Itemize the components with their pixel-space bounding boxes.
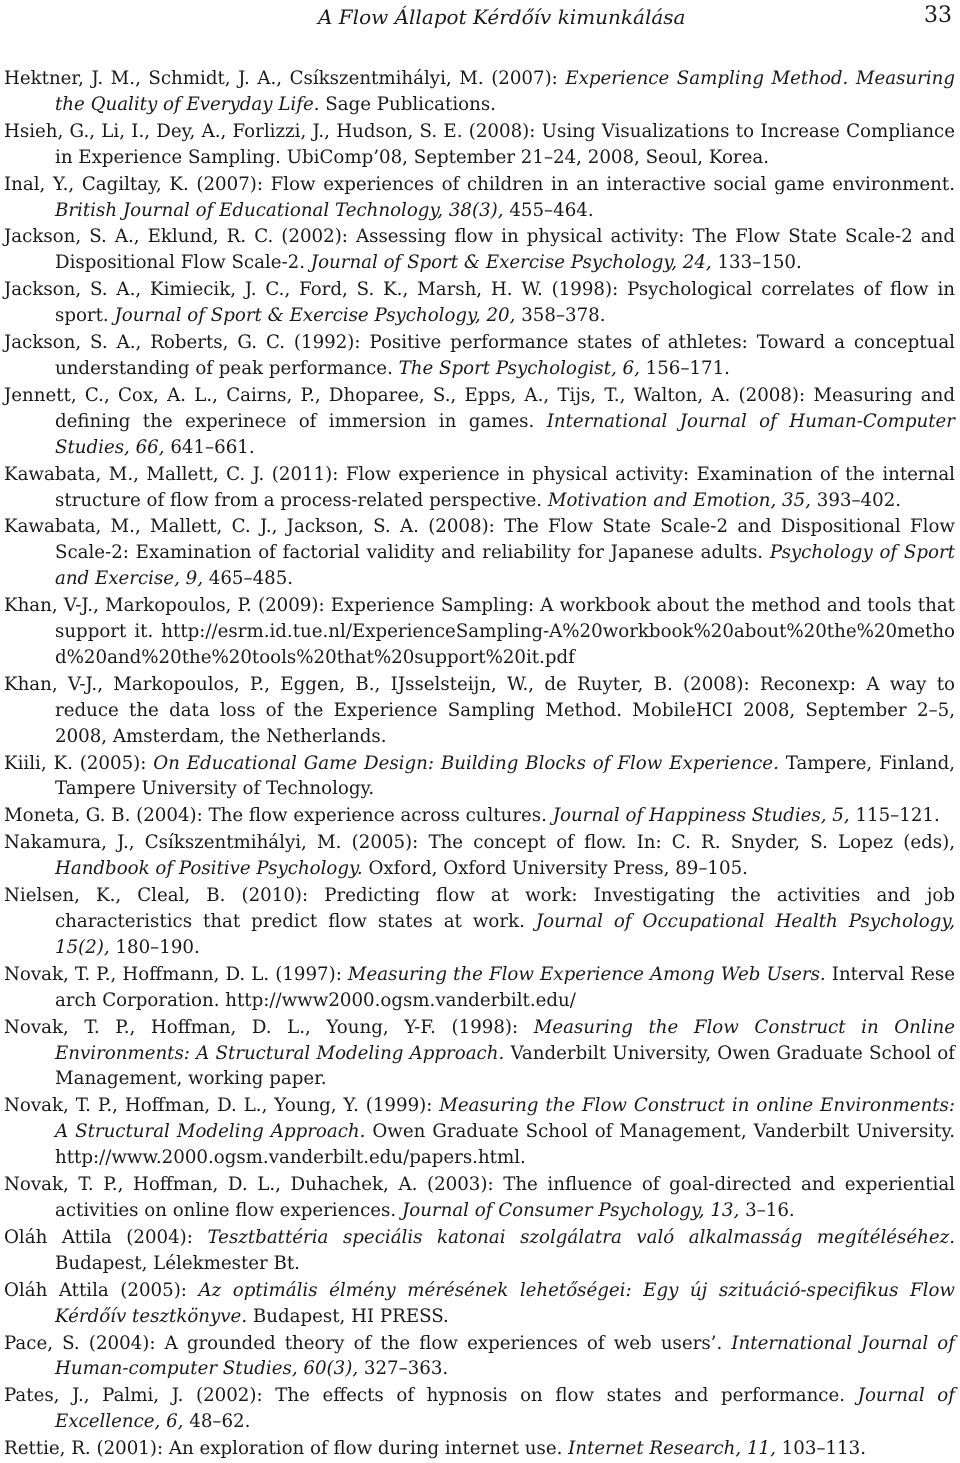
- reference-entry: [4, 1172, 955, 1224]
- reference-text: Tampere, Finland, Tampere University of Technology.: [55, 752, 956, 800]
- reference-title-italic: International Journal of Human-computer Studies, 60(3),: [55, 1332, 955, 1380]
- reference-title-italic: Journal of Sport & Exercise Psychology, 24,: [310, 252, 712, 274]
- reference-text: Kawabata, M., Mallett, C. J., Jackson, S. A. (2008): The Flow State Scale-2 and Dispositional Flow Scale-2: Examination of factorial validity and reliability for Japanese adults.: [4, 516, 955, 564]
- reference-text: Novak, T. P., Hoffman, D. L., Young, Y. (1999):: [4, 1095, 440, 1117]
- reference-entry: [4, 1225, 955, 1277]
- reference-text: Novak, T. P., Hoffman, D. L., Young, Y-F. (1998):: [4, 1016, 534, 1038]
- reference-title-italic: Internet Research, 11,: [568, 1438, 776, 1460]
- reference-text: Budapest, HI PRESS.: [247, 1305, 449, 1327]
- reference-title-italic: Experience Sampling Method. Measuring the Quality of Everyday Life.: [55, 68, 956, 115]
- reference-entry: [4, 1383, 955, 1435]
- reference-entry: [4, 803, 955, 829]
- reference-text: Hektner, J. M., Schmidt, J. A., Csíkszentmihályi, M. (2007):: [4, 68, 566, 89]
- reference-title-italic: Journal of Occupational Health Psychology, 15(2),: [55, 911, 955, 958]
- reference-entry: [4, 383, 955, 461]
- reference-title-italic: Journal of Happiness Studies, 5,: [552, 805, 850, 827]
- reference-text: 327–363.: [358, 1358, 449, 1380]
- reference-entry: [4, 66, 955, 118]
- reference-entry: [4, 1093, 955, 1171]
- reference-text: 3–16.: [739, 1199, 795, 1221]
- reference-text: 641–661.: [164, 436, 255, 458]
- reference-entry: [4, 224, 955, 276]
- reference-title-italic: Motivation and Emotion, 35,: [547, 489, 811, 511]
- reference-entry: [4, 962, 955, 1014]
- reference-entry: [4, 119, 955, 171]
- reference-entry: [4, 830, 955, 882]
- reference-entry: [4, 1278, 955, 1330]
- reference-list: [4, 66, 955, 1463]
- running-title: A Flow Állapot Kérdőív kimunkálása: [318, 5, 686, 29]
- reference-text: Oláh Attila (2005):: [4, 1279, 199, 1301]
- reference-text: Jackson, S. A., Roberts, G. C. (1992): Positive performance states of athletes: Toward a conceptual understanding of peak performance.: [4, 332, 955, 379]
- reference-text: 133–150.: [711, 252, 802, 274]
- page-number: 33: [924, 3, 952, 28]
- reference-title-italic: Measuring the Flow Construct in online Environments: A Structural Modeling Approach.: [55, 1095, 955, 1143]
- reference-text: Sage Publications.: [319, 93, 496, 115]
- reference-text: Khan, V-J., Markopoulos, P. (2009): Experience Sampling: A workbook about the method and tools that support it. http://esrm.id.tue.nl/ExperienceSampling-A%20workbook%20about%20the%20method%20and%20the%20tools%20that%20support%20it.pdf: [4, 595, 955, 668]
- reference-text: Kiili, K. (2005):: [4, 752, 154, 774]
- reference-entry: [4, 514, 955, 592]
- reference-title-italic: Journal of Sport & Exercise Psychology, 20,: [114, 305, 516, 327]
- page-header: [0, 0, 960, 40]
- reference-text: 465–485.: [203, 568, 294, 590]
- reference-text: 180–190.: [109, 936, 200, 958]
- reference-text: Jennett, C., Cox, A. L., Cairns, P., Dhoparee, S., Epps, A., Tijs, T., Walton, A. (2008): Measuring and defining the experinece of immersion in games.: [4, 384, 955, 432]
- reference-entry: [4, 277, 955, 329]
- reference-text: 455–464.: [503, 199, 594, 221]
- reference-text: Nakamura, J., Csíkszentmihályi, M. (2005): The concept of flow. In: C. R. Snyder, S. Lopez (eds),: [4, 832, 955, 854]
- reference-text: Vanderbilt University, Owen Graduate School of Management, working paper.: [55, 1042, 955, 1090]
- reference-text: 103–113.: [775, 1438, 866, 1460]
- reference-entry: [4, 462, 955, 514]
- reference-text: 393–402.: [810, 489, 902, 511]
- reference-title-italic: Measuring the Flow Experience Among Web Users.: [347, 963, 826, 985]
- reference-entry: [4, 593, 955, 671]
- reference-text: Khan, V-J., Markopoulos, P., Eggen, B., IJsselsteijn, W., de Ruyter, B. (2008): Reconexp: A way to reduce the data loss of the Experience Sampling Method. MobileHCI 2008, September 2–5, 2008, Amsterdam, the Netherlands.: [4, 673, 955, 747]
- reference-title-italic: Journal of Consumer Psychology, 13,: [401, 1199, 740, 1221]
- reference-text: Oxford, Oxford University Press, 89–105.: [362, 858, 748, 880]
- reference-entry: [4, 330, 955, 382]
- reference-text: Pace, S. (2004): A grounded theory of the flow experiences of web users’.: [4, 1332, 732, 1354]
- reference-title-italic: Journal of Excellence, 6,: [55, 1385, 955, 1433]
- reference-text: Jackson, S. A., Kimiecik, J. C., Ford, S. K., Marsh, H. W. (1998): Psychological correlates of flow in sport.: [4, 279, 955, 327]
- reference-title-italic: Az optimális élmény mérésének lehetőségei: Egy új szituáció-specifikus Flow Kérdőív tesztkönyve.: [55, 1279, 955, 1327]
- reference-entry: [4, 1331, 955, 1383]
- reference-text: 115–121.: [849, 805, 940, 827]
- reference-text: 156–171.: [639, 357, 730, 379]
- reference-title-italic: International Journal of Human-Computer Studies, 66,: [55, 410, 955, 458]
- reference-text: Novak, T. P., Hoffmann, D. L. (1997):: [4, 963, 348, 985]
- reference-title-italic: Psychology of Sport and Exercise, 9,: [55, 542, 955, 590]
- reference-text: Novak, T. P., Hoffman, D. L., Duhachek, A. (2003): The influence of goal-directed and experiential activities on online flow experiences.: [4, 1174, 955, 1221]
- reference-title-italic: British Journal of Educational Technology, 38(3),: [55, 199, 504, 221]
- reference-entry: [4, 883, 955, 961]
- reference-text: Kawabata, M., Mallett, C. J. (2011): Flow experience in physical activity: Examination of the internal structure of flow from a process-related perspective.: [4, 463, 955, 511]
- reference-title-italic: On Educational Game Design: Building Blocks of Flow Experience.: [153, 752, 779, 774]
- reference-title-italic: Measuring the Flow Construct in Online Environments: A Structural Modeling Approach.: [55, 1016, 955, 1064]
- reference-text: 358–378.: [515, 305, 606, 327]
- reference-text: Oláh Attila (2004):: [4, 1226, 208, 1248]
- reference-text: 48–62.: [183, 1411, 251, 1433]
- reference-text: Inal, Y., Cagiltay, K. (2007): Flow experiences of children in an interactive social game environment.: [4, 173, 955, 195]
- reference-title-italic: Tesztbattéria speciális katonai szolgálatra való alkalmasság megítéléséhez.: [207, 1226, 955, 1248]
- reference-entry: [4, 172, 955, 224]
- reference-text: Nielsen, K., Cleal, B. (2010): Predicting flow at work: Investigating the activities and job characteristics that predict flow states at work.: [4, 885, 955, 932]
- reference-entry: [4, 751, 955, 803]
- reference-text: Jackson, S. A., Eklund, R. C. (2002): Assessing flow in physical activity: The Flow State Scale-2 and Dispositional Flow Scale-2.: [4, 226, 955, 274]
- reference-entry: [4, 1015, 955, 1093]
- reference-text: Owen Graduate School of Management, Vanderbilt University. http://www.2000.ogsm.vanderbilt.edu/papers.html.: [55, 1121, 956, 1169]
- reference-entry: [4, 672, 955, 750]
- reference-title-italic: The Sport Psychologist, 6,: [398, 357, 640, 379]
- reference-entry: [4, 1436, 955, 1462]
- reference-text: Interval Research Corporation. http://www2000.ogsm.vanderbilt.edu/: [55, 963, 956, 1011]
- reference-text: Pates, J., Palmi, J. (2002): The effects of hypnosis on flow states and performance.: [4, 1385, 858, 1407]
- reference-text: Hsieh, G., Li, I., Dey, A., Forlizzi, J., Hudson, S. E. (2008): Using Visualizations to Increase Compliance in Experience Sampling. UbiComp’08, September 21–24, 2008, Seoul, Korea.: [4, 120, 955, 168]
- reference-title-italic: Handbook of Positive Psychology.: [55, 858, 363, 880]
- reference-text: Moneta, G. B. (2004): The flow experience across cultures.: [4, 805, 553, 827]
- reference-text: Budapest, Lélekmester Bt.: [55, 1252, 300, 1274]
- reference-text: Rettie, R. (2001): An exploration of flow during internet use.: [4, 1438, 569, 1460]
